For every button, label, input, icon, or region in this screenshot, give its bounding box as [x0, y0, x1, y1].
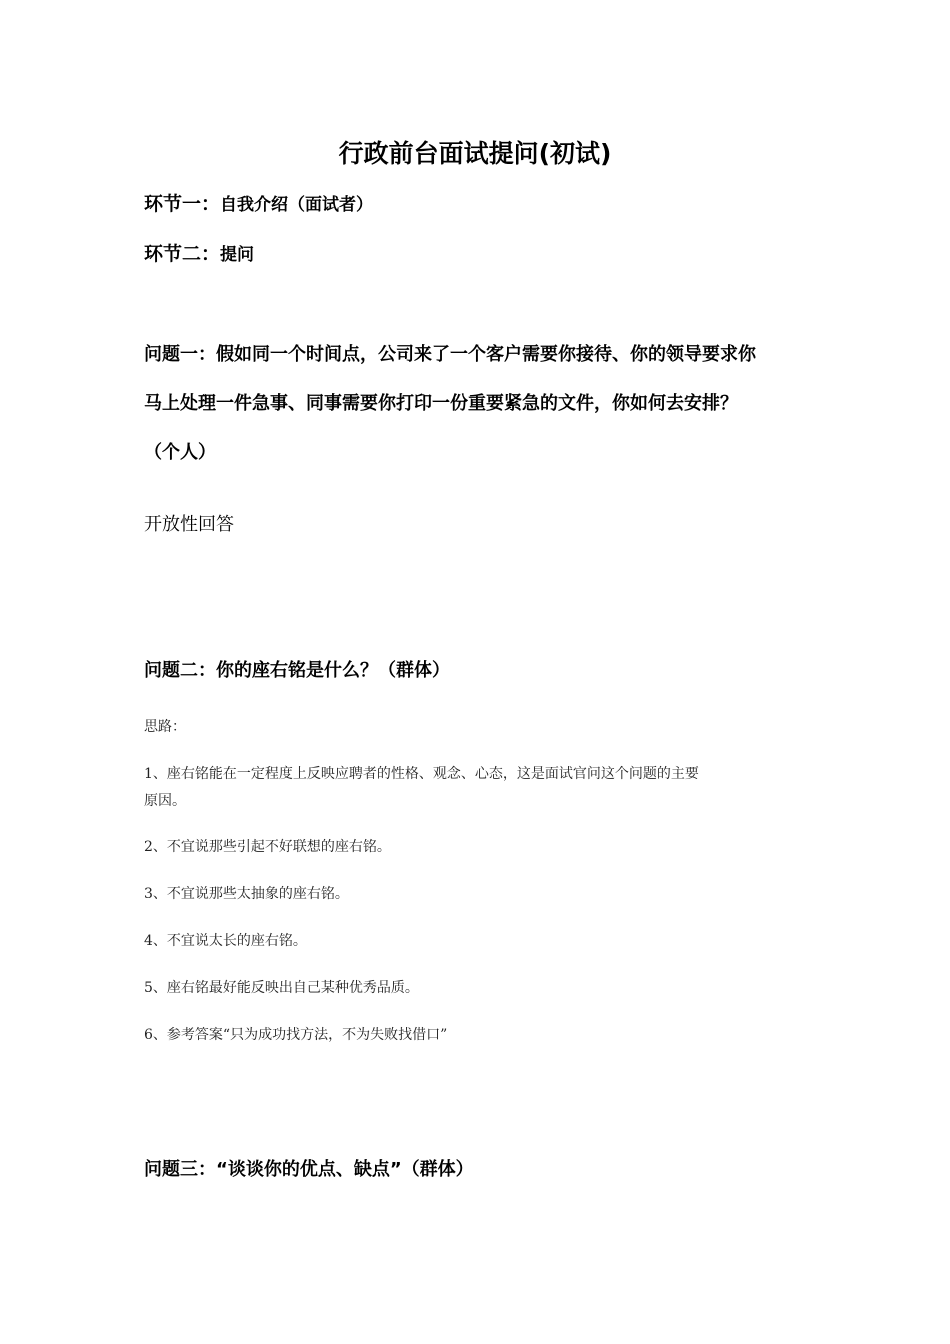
question-2-heading: 问题二：你的座右铭是什么？（群体） — [144, 660, 450, 681]
question-1-line-3: （个人） — [144, 442, 216, 463]
question-1-answer: 开放性回答 — [144, 514, 234, 535]
question-2-point: 原因。 — [144, 793, 186, 809]
question-3-heading: 问题三：“谈谈你的优点、缺点”（群体） — [144, 1159, 474, 1180]
section-2 — [144, 239, 254, 266]
section-1-text: 自我介绍（面试者） — [220, 195, 374, 215]
question-2-hint: 思路： — [144, 719, 186, 735]
question-2-point: 6、参考答案“只为成功找方法，不为失败找借口” — [144, 1027, 448, 1043]
section-2-text: 提问 — [220, 245, 255, 265]
section-1-label: 环节一： — [144, 193, 221, 215]
question-1-line-2: 马上处理一件急事、同事需要你打印一份重要紧急的文件，你如何去安排？ — [144, 393, 738, 414]
question-2-point: 4、不宜说太长的座右铭。 — [144, 933, 307, 949]
section-2-label: 环节二： — [144, 243, 221, 265]
question-2-point: 1、座右铭能在一定程度上反映应聘者的性格、观念、心态，这是面试官问这个问题的主要 — [144, 766, 699, 782]
page-title: 行政前台面试提问(初试) — [338, 139, 612, 168]
question-2-point: 3、不宜说那些太抽象的座右铭。 — [144, 886, 349, 902]
section-1 — [144, 189, 373, 216]
question-1-line-1: 问题一：假如同一个时间点，公司来了一个客户需要你接待、你的领导要求你 — [144, 344, 756, 365]
question-2-point: 5、座右铭最好能反映出自己某种优秀品质。 — [144, 980, 419, 996]
question-2-point: 2、不宜说那些引起不好联想的座右铭。 — [144, 839, 391, 855]
